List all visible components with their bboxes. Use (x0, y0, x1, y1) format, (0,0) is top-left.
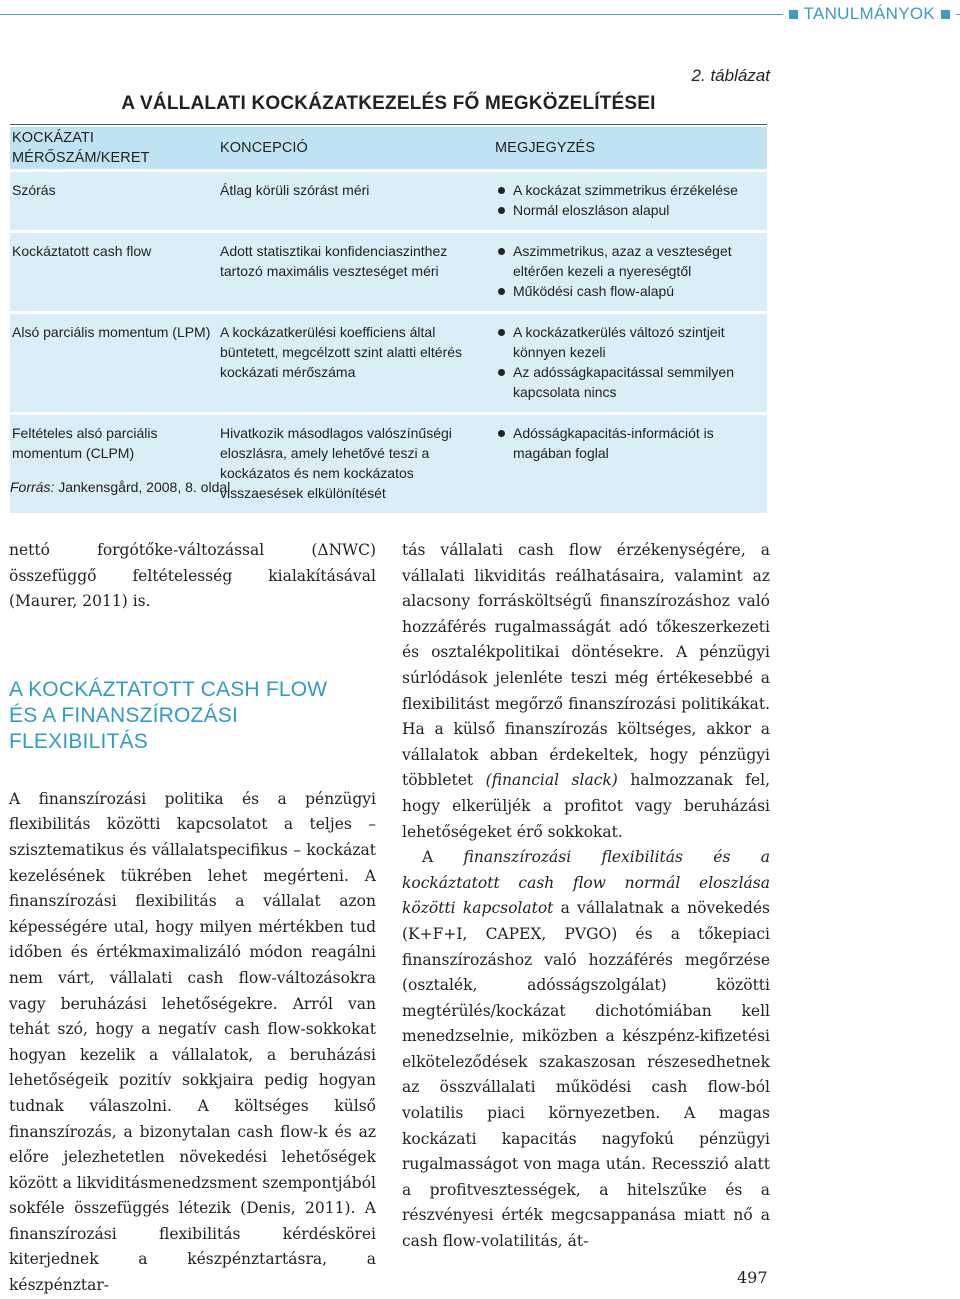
column-header-concept: KONCEPCIÓ (220, 140, 308, 156)
body-paragraph (402, 538, 770, 845)
page-number: 497 (737, 1268, 768, 1287)
section-heading-line: A KOCKÁZTATOTT CASH FLOW (9, 677, 328, 701)
table-header-row (10, 127, 767, 169)
notes-cell (495, 314, 767, 412)
body-text: halmozzanak fel, hogy elkerüljék a profitot vagy beruházási lehetőségeket érő sokkokat. (402, 771, 770, 841)
notes-cell (495, 415, 767, 513)
section-heading (9, 677, 376, 755)
table-row (10, 314, 767, 412)
note-item: A kockázatkerülés változó szintjeit könnyen kezeli (495, 322, 767, 362)
body-text: tás vállalati cash flow érzékenységére, a vállalati likviditás reálhatásaira, valamint az alacsony forrásköltségű finanszírozáshoz való hozzáférés rugalmasságát adó tőkeszerkezeti és osztalékpolitikai döntésekre. A pénzügyi súrlódások jelenléte teszi még értékesebbé a flexibilitást megőrző finanszírozási politikákat. Ha a külső finanszírozás költséges, akkor a vállalatok abban érdekeltek, hogy pénzügyi többletet (402, 541, 770, 790)
table-title: A VÁLLALATI KOCKÁZATKEZELÉS FŐ MEGKÖZELÍTÉSEI (121, 93, 656, 114)
table-number: 2. táblázat (691, 66, 770, 85)
section-heading-line: ÉS A FINANSZÍROZÁSI FLEXIBILITÁS (9, 703, 239, 753)
measure-cell: Kockáztatott cash flow (12, 243, 152, 259)
notes-cell (495, 233, 767, 311)
note-item: Normál eloszláson alapul (495, 200, 767, 220)
body-text: a vállalatnak a növekedés (K+F+I, CAPEX, PVGO) és a tőkepiaci finanszírozáshoz való hozzáférés megőrzése (osztalék, adósságszolgálat) közötti megtérülés/kockázat dichotómiában kell menedzselnie, miközben a készpénz-kifizetési elköteleződések szakaszosan részesedhetnek az összvállalati működési cash flow-ból volatilis piaci környezetben. A magas kockázati kapacitás nagyfokú pénzügyi rugalmasságot von maga után. Recesszió alatt a profitvesztességek, a hitelszűke és a részvényesi érték megcsappanása miatt nő a cash flow-volatilitás, át- (402, 899, 771, 1251)
table-row (10, 172, 767, 230)
table-title-rule (10, 124, 767, 125)
notes-cell (495, 172, 767, 230)
square-bullet-icon (789, 10, 798, 19)
body-paragraph: A finanszírozási politika és a pénzügyi flexibilitás közötti kapcsolatot a teljes – szisztematikus és vállalatspecifikus – kockázat kezelésének tükrében lehet megérteni. A finanszírozási flexibilitás a vállalat azon képességére utal, hogy milyen mértékben tud időben és értékmaximalizáló módon reagálni nem várt, vállalati cash flow-változásokra vagy beruházási lehetőségekre. Arról van tehát szó, hogy a negatív cash flow-sokkokat hogyan kezelik a vállalatok, a beruházási lehetőségeik pozitív sokkjaira pedig hogyan tudnak válaszolni. A költséges külső finanszírozás, a bizonytalan cash flow-k és az előre jelezhetetlen növekedési lehetőségek között a likviditásmenedzsment szempontjából sokféle összefüggés létezik (Denis, 2011). A finanszírozási flexibilitás kérdéskörei kiterjednek a készpénztartásra, a készpénztar- (9, 789, 376, 1295)
square-bullet-icon (941, 10, 950, 19)
section-title: TANULMÁNYOK (803, 4, 935, 23)
text-column-left (9, 538, 376, 1299)
text-column-right (402, 538, 770, 1255)
concept-cell: Átlag körüli szórást méri (220, 182, 370, 198)
emphasis-text: (financial slack) (485, 771, 618, 790)
note-item: Az adósságkapacitással semmilyen kapcsolata nincs (495, 362, 767, 402)
concept-cell: A kockázatkerülési koefficiens által büntetett, megcélzott szint alatti eltérés kockázati mérőszáma (220, 324, 463, 380)
emphasis-text: finanszírozási flexibilitás és a kockáztatott cash flow normál eloszlása közötti kapcsolatot (402, 848, 770, 918)
note-item: Adósságkapacitás-információt is magában foglal (495, 423, 767, 463)
source-text: Jankensgård, 2008, 8. oldal (58, 479, 231, 495)
measure-cell: Alsó parciális momentum (LPM) (12, 324, 211, 340)
concept-cell: Adott statisztikai konfidenciaszinthez tartozó maximális veszteséget méri (220, 243, 448, 279)
table-source (10, 479, 230, 495)
column-header-notes: MEGJEGYZÉS (495, 140, 596, 156)
column-header-measure: KOCKÁZATI MÉRŐSZÁM/KERET (12, 130, 150, 166)
concept-cell: Hivatkozik másodlagos valószínűségi eloszlásra, amely lehetővé teszi a kockázatos és nem kockázatos visszaesések elkülönítését (220, 425, 452, 501)
page-header (0, 0, 960, 30)
intro-paragraph: nettó forgótőke-változással (ΔNWC) összefüggő feltételesség kialakításával (Maurer, 2011) is. (9, 541, 376, 611)
table-row (10, 415, 767, 513)
measure-cell: Feltételes alsó parciális momentum (CLPM) (12, 425, 158, 461)
measure-cell: Szórás (12, 182, 56, 198)
note-item: Aszimmetrikus, azaz a veszteséget eltérően kezeli a nyereségtől (495, 241, 767, 281)
note-item: Működési cash flow-alapú (495, 281, 767, 301)
body-text: A (422, 848, 464, 867)
table-row (10, 233, 767, 311)
body-paragraph (402, 845, 770, 1255)
risk-approaches-table (10, 127, 767, 513)
source-label: Forrás: (10, 479, 55, 495)
section-label (783, 4, 956, 24)
note-item: A kockázat szimmetrikus érzékelése (495, 180, 767, 200)
